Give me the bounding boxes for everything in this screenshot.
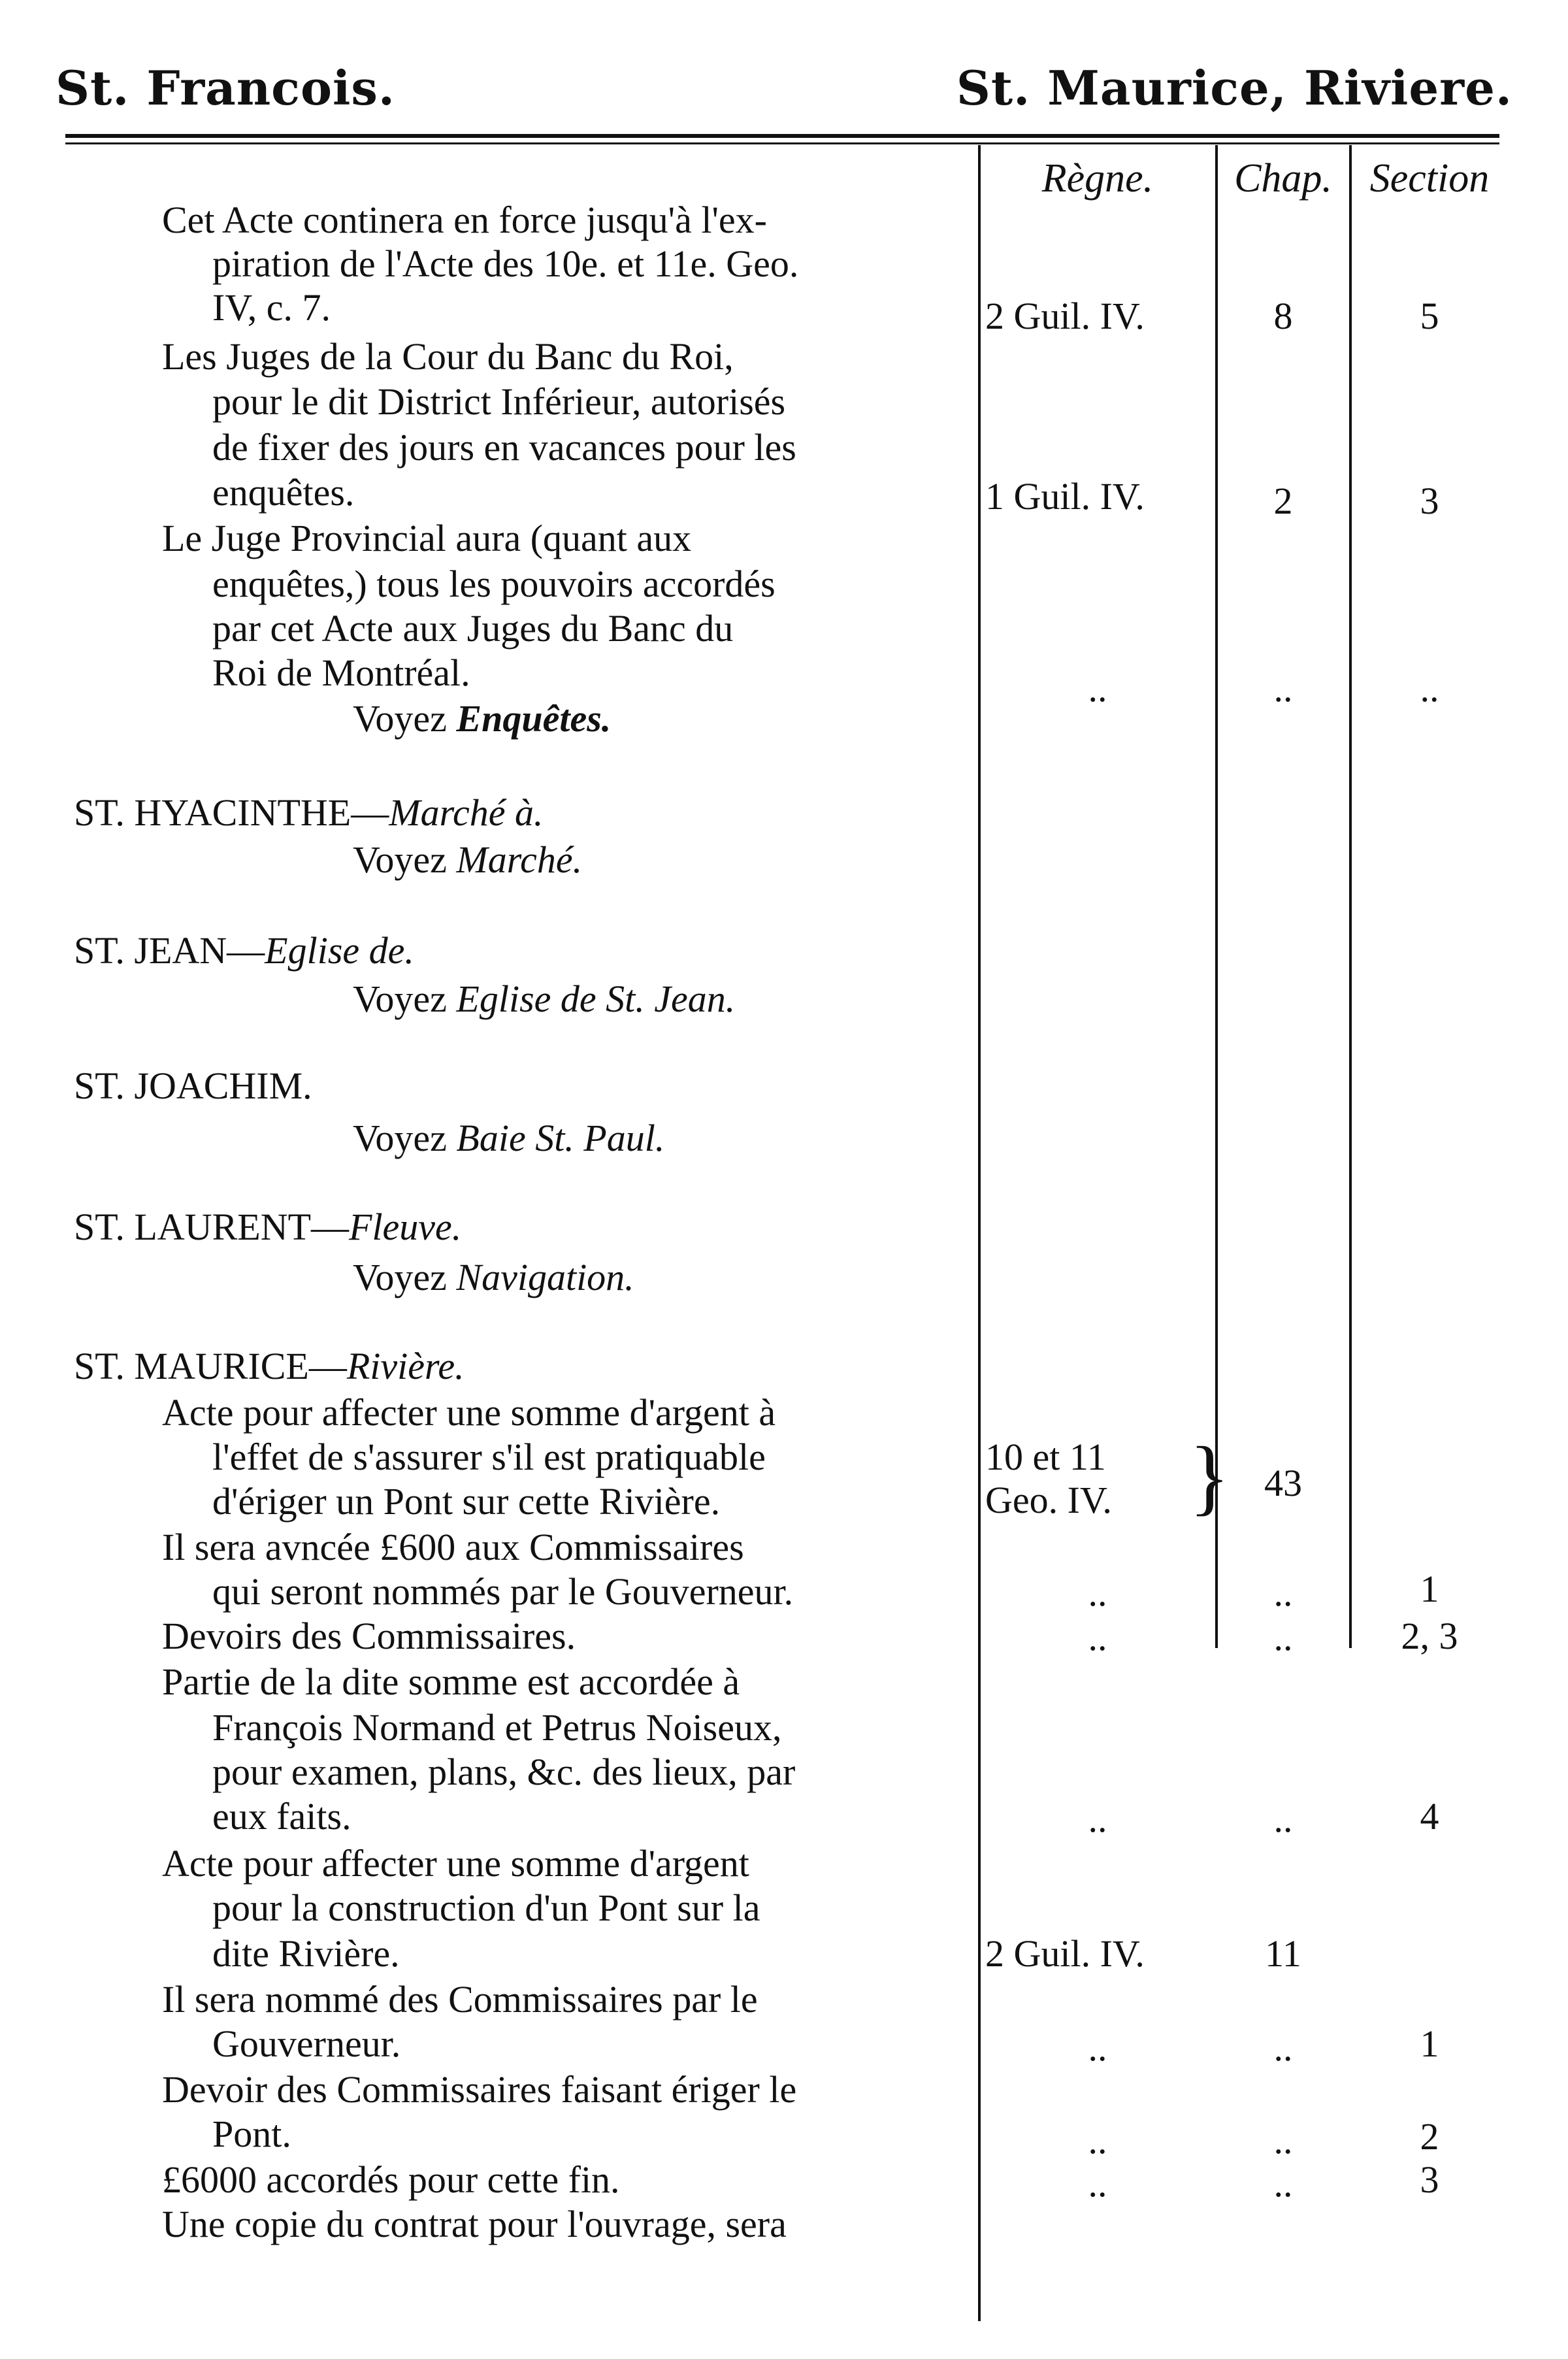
entry-heading xyxy=(74,1345,465,1387)
cell-section: 3 xyxy=(1420,480,1439,522)
entry-heading-text: ST. MAURICE— xyxy=(74,1345,347,1387)
text-line: pour la construction d'un Pont sur la xyxy=(212,1887,760,1929)
voyez-label: Voyez xyxy=(353,978,457,1020)
see-also-ref: Eglise de St. Jean. xyxy=(456,978,736,1020)
cell-section: 4 xyxy=(1420,1795,1439,1838)
cell-chap: .. xyxy=(1273,1572,1293,1614)
column-divider-regne xyxy=(1215,145,1218,1648)
column-header-section: Section xyxy=(1369,156,1490,201)
header-right: St. Maurice, Riviere. xyxy=(956,60,1512,116)
cell-regne: 2 Guil. IV. xyxy=(985,295,1145,337)
text-line: Devoirs des Commissaires. xyxy=(162,1615,576,1657)
text-line: d'ériger un Pont sur cette Rivière. xyxy=(212,1480,721,1523)
voyez-label: Voyez xyxy=(353,838,457,881)
cell-regne: 1 Guil. IV. xyxy=(985,475,1145,518)
text-line: Une copie du contrat pour l'ouvrage, sera xyxy=(162,2203,787,2245)
column-divider-chap xyxy=(1349,145,1352,1648)
voyez-label: Voyez xyxy=(353,1117,457,1159)
text-line: Partie de la dite somme est accordée à xyxy=(162,1660,740,1703)
text-line: de fixer des jours en vacances pour les xyxy=(212,426,796,469)
cell-chap: 8 xyxy=(1273,295,1293,337)
brace-icon: } xyxy=(1189,1430,1230,1524)
cell-chap: 2 xyxy=(1273,480,1293,522)
see-also-ref: Baie St. Paul. xyxy=(456,1117,665,1159)
cell-chap: .. xyxy=(1273,2026,1293,2069)
entry-heading xyxy=(74,1206,461,1248)
text-line: Roi de Montréal. xyxy=(212,652,470,694)
entry-heading: ST. JOACHIM. xyxy=(74,1064,312,1107)
text-line: enquêtes,) tous les pouvoirs accordés xyxy=(212,563,776,605)
cell-regne: .. xyxy=(1088,1572,1107,1614)
cell-chap: .. xyxy=(1273,2162,1293,2205)
text-line: Les Juges de la Cour du Banc du Roi, xyxy=(162,335,734,378)
cell-section: 2 xyxy=(1420,2115,1439,2158)
cell-section: 5 xyxy=(1420,295,1439,337)
cell-regne: .. xyxy=(1088,667,1107,710)
cell-regne: .. xyxy=(1088,1616,1107,1658)
entry-heading xyxy=(74,792,543,834)
text-line: Pont. xyxy=(212,2113,291,2155)
header-left: St. Francois. xyxy=(56,60,395,116)
cell-section: 3 xyxy=(1420,2158,1439,2201)
text-line: Il sera avncée £600 aux Commissaires xyxy=(162,1526,744,1568)
cell-section: 2, 3 xyxy=(1401,1615,1458,1657)
header-rule-thin xyxy=(65,142,1499,144)
cell-section: .. xyxy=(1420,667,1439,710)
running-header xyxy=(56,60,1512,132)
column-header-regne: Règne. xyxy=(1041,156,1154,201)
cell-chap: .. xyxy=(1273,1798,1293,1840)
voyez-label: Voyez xyxy=(353,697,457,740)
cell-chap: 43 xyxy=(1264,1462,1302,1504)
entry-heading-subtitle: Marché à. xyxy=(389,791,544,834)
text-line: pour examen, plans, &c. des lieux, par xyxy=(212,1751,796,1793)
text-line: Acte pour affecter une somme d'argent xyxy=(162,1842,749,1885)
see-also-ref: Enquêtes. xyxy=(456,697,612,740)
text-line: Cet Acte continera en force jusqu'à l'ex- xyxy=(162,199,767,241)
cell-chap: .. xyxy=(1273,2119,1293,2162)
cell-chap: .. xyxy=(1273,1616,1293,1658)
see-also xyxy=(353,1257,634,1298)
text-line: Il sera nommé des Commissaires par le xyxy=(162,1978,758,2021)
text-line: qui seront nommés par le Gouverneur. xyxy=(212,1570,794,1613)
cell-regne: Geo. IV. xyxy=(985,1479,1112,1521)
text-line: IV, c. 7. xyxy=(212,286,331,329)
cell-section: 1 xyxy=(1420,1568,1439,1610)
voyez-label: Voyez xyxy=(353,1256,457,1298)
text-line: François Normand et Petrus Noiseux, xyxy=(212,1706,782,1749)
cell-regne: 10 et 11 xyxy=(985,1436,1106,1478)
text-line: £6000 accordés pour cette fin. xyxy=(162,2158,620,2201)
see-also xyxy=(353,839,582,881)
entry-heading-text: ST. HYACINTHE— xyxy=(74,791,389,834)
see-also xyxy=(353,978,735,1020)
cell-regne: .. xyxy=(1088,2119,1107,2162)
entry-heading-subtitle: Fleuve. xyxy=(349,1206,462,1248)
entry-heading-subtitle: Eglise de. xyxy=(265,929,414,972)
cell-regne: .. xyxy=(1088,2026,1107,2069)
text-line: piration de l'Acte des 10e. et 11e. Geo. xyxy=(212,242,799,285)
text-line: enquêtes. xyxy=(212,471,355,514)
text-line: pour le dit District Inférieur, autorisés xyxy=(212,380,786,423)
cell-regne: .. xyxy=(1088,1798,1107,1840)
cell-regne: .. xyxy=(1088,2162,1107,2205)
cell-chap: 11 xyxy=(1265,1932,1301,1975)
see-also xyxy=(353,1117,664,1159)
text-line: Gouverneur. xyxy=(212,2022,401,2065)
see-also-ref: Marché. xyxy=(456,838,583,881)
see-also-ref: Navigation. xyxy=(456,1256,634,1298)
entry-heading-text: ST. LAURENT— xyxy=(74,1206,350,1248)
entry-heading-subtitle: Rivière. xyxy=(346,1345,465,1387)
header-rule-thick xyxy=(65,134,1499,138)
column-header-chap: Chap. xyxy=(1234,156,1332,201)
column-divider-text xyxy=(978,145,981,2321)
cell-regne: 2 Guil. IV. xyxy=(985,1932,1145,1975)
text-line: eux faits. xyxy=(212,1795,351,1838)
text-line: l'effet de s'assurer s'il est pratiquable xyxy=(212,1436,766,1478)
entry-heading xyxy=(74,930,414,972)
text-line: Le Juge Provincial aura (quant aux xyxy=(162,517,692,559)
entry-heading-text: ST. JEAN— xyxy=(74,929,265,972)
text-line: par cet Acte aux Juges du Banc du xyxy=(212,607,734,650)
text-line: Acte pour affecter une somme d'argent à xyxy=(162,1391,776,1434)
see-also xyxy=(353,698,611,740)
cell-section: 1 xyxy=(1420,2022,1439,2065)
text-line: dite Rivière. xyxy=(212,1932,400,1975)
text-line: Devoir des Commissaires faisant ériger le xyxy=(162,2068,797,2111)
cell-chap: .. xyxy=(1273,667,1293,710)
